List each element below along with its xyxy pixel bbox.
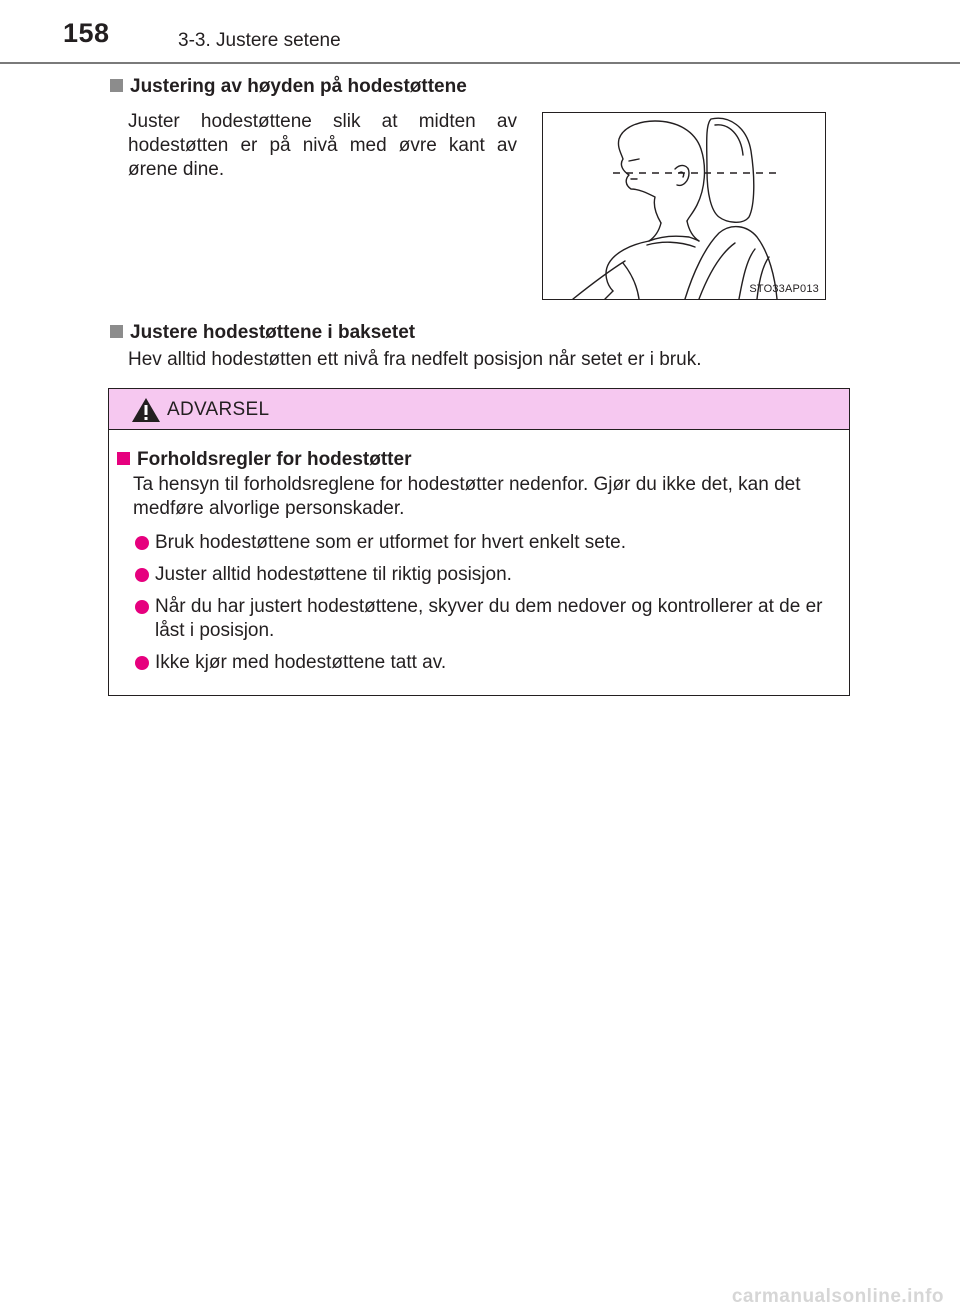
list-item <box>133 651 845 675</box>
heading-text: Justere hodestøttene i baksetet <box>130 322 416 343</box>
rear-seat-text: Hev alltid hodestøtten ett nivå fra nedfelt posisjon når setet er i bruk. <box>128 349 702 370</box>
bullet-text: Ikke kjør med hodestøttene tatt av. <box>155 652 447 673</box>
square-bullet-icon <box>117 452 130 465</box>
list-item <box>133 563 845 587</box>
bullet-text: Juster alltid hodestøttene til riktig posisjon. <box>155 564 512 585</box>
warning-intro: Ta hensyn til forholdsreglene for hodestøtter nedenfor. Gjør du ikke det, kan det medføre alvorlige personskader. <box>133 474 801 519</box>
heading-text: Justering av høyden på hodestøttene <box>130 76 467 97</box>
warning-header <box>109 389 849 430</box>
bullet-dot-icon <box>135 536 149 550</box>
page-header <box>0 0 960 64</box>
head-and-headrest-icon <box>543 113 825 299</box>
warning-box <box>108 388 850 696</box>
bullet-dot-icon <box>135 568 149 582</box>
square-bullet-icon <box>110 325 123 338</box>
bullet-dot-icon <box>135 656 149 670</box>
heading-rear-seat <box>110 322 415 344</box>
bullet-text: Når du har justert hodestøttene, skyver du dem nedover og kontrollerer at de er låst i posisjon. <box>155 596 823 641</box>
headrest-illustration <box>542 112 826 300</box>
bullet-dot-icon <box>135 600 149 614</box>
warning-bullet-list <box>133 531 845 683</box>
warning-heading <box>117 449 411 471</box>
figure-code: STO33AP013 <box>749 283 819 295</box>
list-item <box>133 595 845 643</box>
square-bullet-icon <box>110 79 123 92</box>
height-adjustment-text: Juster hodestøttene slik at midten av hodestøtten er på nivå med øvre kant av ørene dine. <box>128 111 517 180</box>
list-item <box>133 531 845 555</box>
heading-height-adjustment <box>110 76 467 98</box>
bullet-text: Bruk hodestøttene som er utformet for hvert enkelt sete. <box>155 532 626 553</box>
warning-label: ADVARSEL <box>167 399 270 420</box>
header-divider <box>0 62 960 64</box>
watermark: carmanualsonline.info <box>731 1286 944 1307</box>
section-title: 3-3. Justere setene <box>178 30 341 51</box>
warning-triangle-icon <box>131 397 161 423</box>
warning-heading-text: Forholdsregler for hodestøtter <box>137 449 412 470</box>
page-number: 158 <box>63 18 110 48</box>
